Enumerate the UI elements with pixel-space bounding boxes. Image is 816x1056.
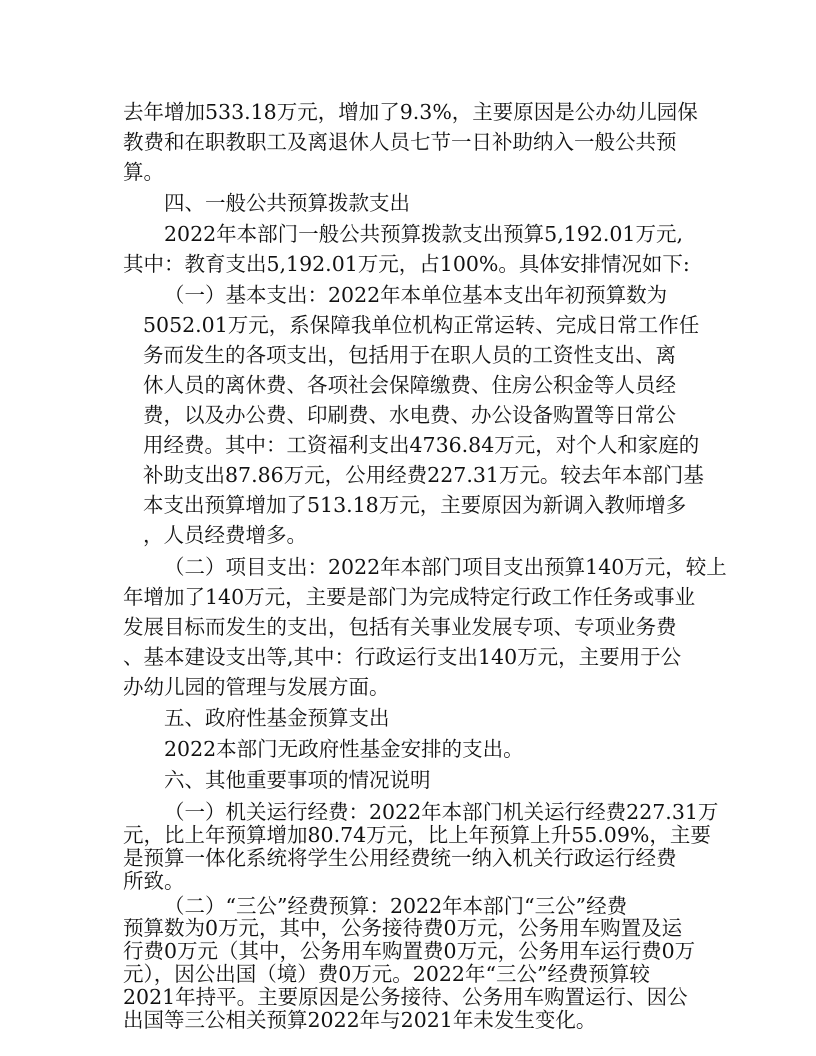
text-line: 去年增加533.18万元，增加了9.3%，主要原因是公办幼儿园保	[123, 100, 698, 124]
text-line: 补助支出87.86万元，公用经费227.31万元。较去年本部门基	[143, 463, 704, 487]
text-line: 2022本部门无政府性基金安排的支出。	[164, 737, 524, 761]
text-line: 本支出预算增加了513.18万元，主要原因为新调入教师增多	[143, 493, 687, 517]
text-line: 元，比上年预算增加80.74万元，比上年预算上升55.09%，主要	[123, 823, 711, 847]
section-heading: 五、政府性基金预算支出	[164, 706, 390, 730]
section-heading: 六、其他重要事项的情况说明	[164, 768, 431, 792]
text-line: 办幼儿园的管理与发展方面。	[123, 675, 390, 699]
text-line: 预算数为0万元，其中，公务接待费0万元，公务用车购置及运	[123, 916, 683, 940]
text-line: 发展目标而发生的支出，包括有关事业发展专项、专项业务费	[123, 615, 677, 639]
text-line: （二）“三公”经费预算：2022年本部门“三公”经费	[164, 894, 628, 918]
text-line: （一）基本支出：2022年本单位基本支出年初预算数为	[164, 283, 668, 307]
text-line: 是预算一体化系统将学生公用经费统一纳入机关行政运行经费	[123, 846, 677, 870]
text-line: 费，以及办公费、印刷费、水电费、办公设备购置等日常公	[143, 403, 676, 427]
text-line: 2022年本部门一般公共预算拨款支出预算5,192.01万元,	[164, 222, 683, 246]
text-line: 2021年持平。主要原因是公务接待、公务用车购置运行、因公	[123, 985, 688, 1009]
text-line: 其中：教育支出5,192.01万元，占100%。具体安排情况如下:	[123, 252, 690, 276]
section-heading: 四、一般公共预算拨款支出	[164, 191, 410, 215]
text-line: 休人员的离休费、各项社会保障缴费、住房公积金等人员经	[143, 373, 676, 397]
text-line: 务而发生的各项支出，包括用于在职人员的工资性支出、离	[143, 343, 676, 367]
text-line: 行费0万元（其中，公务用车购置费0万元，公务用车运行费0万	[123, 939, 696, 963]
text-line: 年增加了140万元，主要是部门为完成特定行政工作任务或事业	[123, 585, 696, 609]
text-line: 算。	[123, 160, 164, 184]
text-line: （二）项目支出：2022年本部门项目支出预算140万元，较上	[164, 555, 727, 579]
text-line: 用经费。其中：工资福利支出4736.84万元，对个人和家庭的	[143, 433, 700, 457]
text-line: 出国等三公相关预算2022年与2021年未发生变化。	[123, 1008, 597, 1032]
text-line: 教费和在职教职工及离退休人员七节一日补助纳入一般公共预	[123, 130, 677, 154]
text-line: 元），因公出国（境）费0万元。2022年“三公”经费预算较	[123, 962, 650, 986]
text-line: ，人员经费增多。	[143, 523, 307, 547]
text-line: 、基本建设支出等,其中：行政运行支出140万元，主要用于公	[123, 645, 682, 669]
text-line: 所致。	[123, 869, 185, 893]
text-line: 5052.01万元，系保障我单位机构正常运转、完成日常工作任	[143, 313, 700, 337]
text-line: （一）机关运行经费：2022年本部门机关运行经费227.31万	[164, 800, 719, 824]
